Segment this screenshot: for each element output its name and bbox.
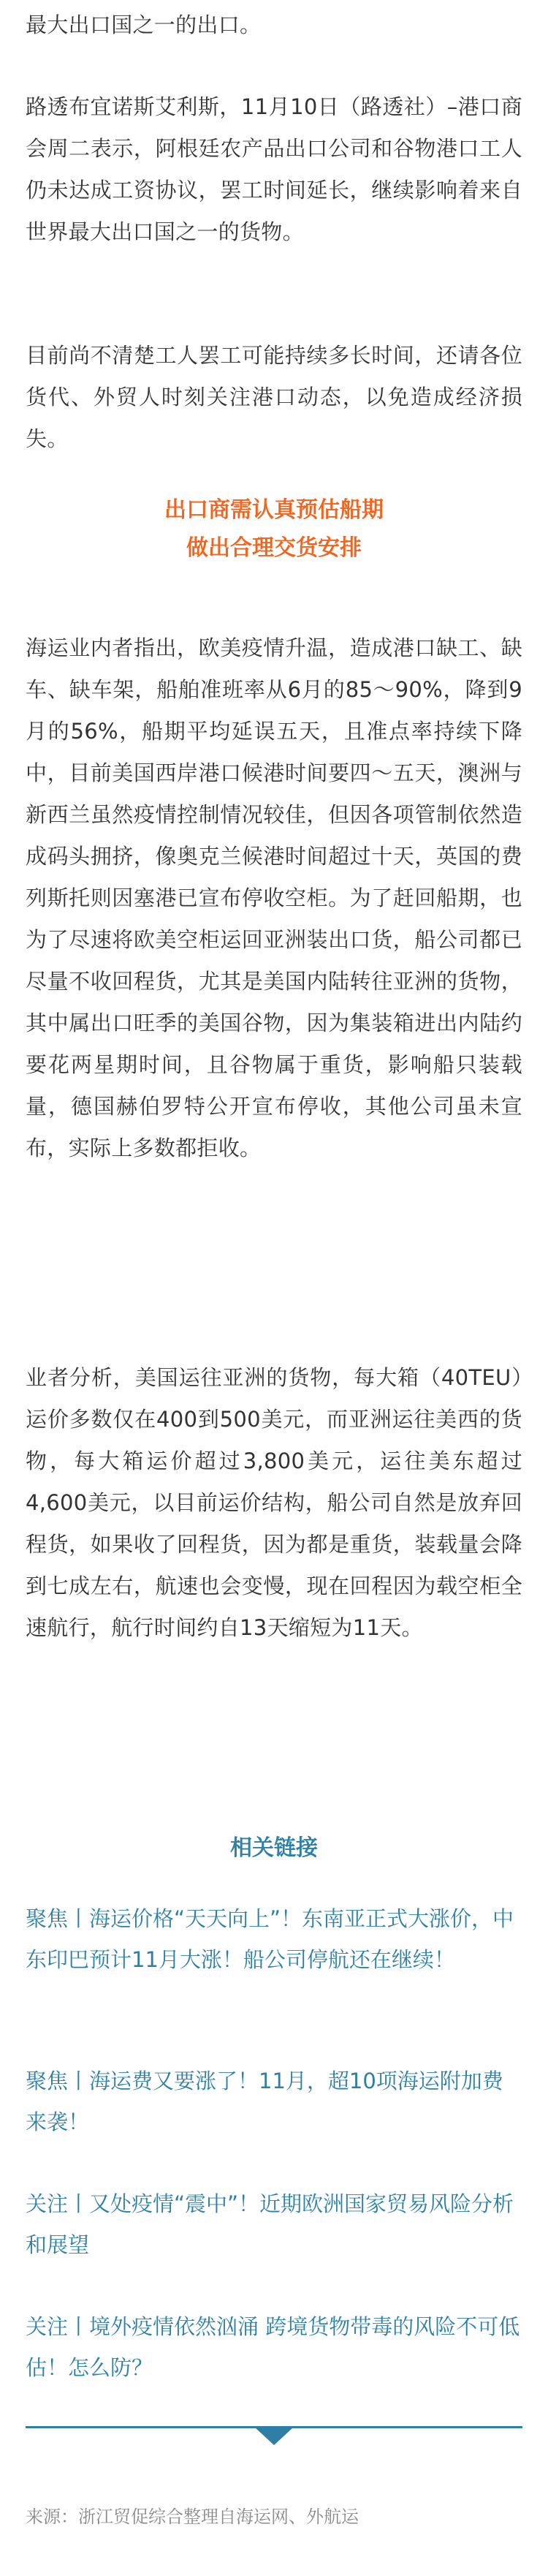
related-link-4[interactable]: 关注丨境外疫情依然汹涌 跨境货物带毒的风险不可低估！怎么防？ (26, 2314, 520, 2380)
related-link-3[interactable]: 关注丨又处疫情“震中”！近期欧洲国家贸易风险分析和展望 (26, 2191, 514, 2257)
paragraph-strike-news: 路透布宜诺斯艾利斯，11月10日（路透社）–港口商会周二表示，阿根廷农产品出口公司和谷物港口工人仍未达成工资协议，罢工时间延长，继续影响着来自世界最大出口国之一的货物。 (26, 94, 522, 244)
section-heading-line-2: 做出合理交货安排 (186, 535, 362, 561)
related-link-1[interactable]: 聚焦丨海运价格“天天向上”！东南亚正式大涨价，中东印巴预计11月大涨！船公司停航还在继续！ (26, 1906, 514, 1972)
section-heading-line-1: 出口商需认真预估船期 (164, 497, 384, 523)
paragraph-strike-duration: 目前尚不清楚工人罢工可能持续多长时间，还请各位货代、外贸人时刻关注港口动态，以免造成经济损失。 (26, 343, 522, 451)
paragraph-freight-rates: 业者分析，美国运往亚洲的货物，每大箱（40TEU）运价多数仅在400到500美元，而亚洲运往美西的货物，每大箱运价超过3,800美元，运往美东超过4,600美元，以目前运价结构，船公司自然是放弃回程货，如果收了回程货，因为都是重货，装载量会降到七成左右，航速也会变慢，现在回程因为载空柜全速航行，航行时间约自13天缩短为11天。 (26, 1365, 522, 1640)
source-attribution: 来源：浙江贸促综合整理自海运网、外航运 (26, 2507, 359, 2527)
related-links-title: 相关链接 (230, 1835, 318, 1861)
paragraph-shipping-delays: 海运业内者指出，欧美疫情升温，造成港口缺工、缺车、缺车架，船舶准班率从6月的85～90%，降到9月的56%，船期平均延误五天，且准点率持续下降中，目前美国西岸港口候港时间要四～五天，澳洲与新西兰虽然疫情控制情况较佳，但因各项管制依然造成码头拥挤，像奥克兰候港时间超过十天，英国的费列斯托则因塞港已宣布停收空柜。为了赶回船期，也为了尽速将欧美空柜运回亚洲装出口货，船公司都已尽量不收回程货，尤其是美国内陆转往亚洲的货物，其中属出口旺季的美国谷物，因为集装箱进出内陆约要花两星期时间，且谷物属于重货，影响船只装载量，德国赫伯罗特公开宣布停收，其他公司虽未宣布，实际上多数都拒收。 (26, 635, 522, 1160)
related-link-2[interactable]: 聚焦丨海运费又要涨了！11月，超10项海运附加费来袭！ (26, 2069, 503, 2134)
section-heading (0, 491, 548, 567)
divider-arrow-icon (255, 2428, 293, 2445)
intro-tail-text: 最大出口国之一的出口。 (26, 12, 262, 37)
